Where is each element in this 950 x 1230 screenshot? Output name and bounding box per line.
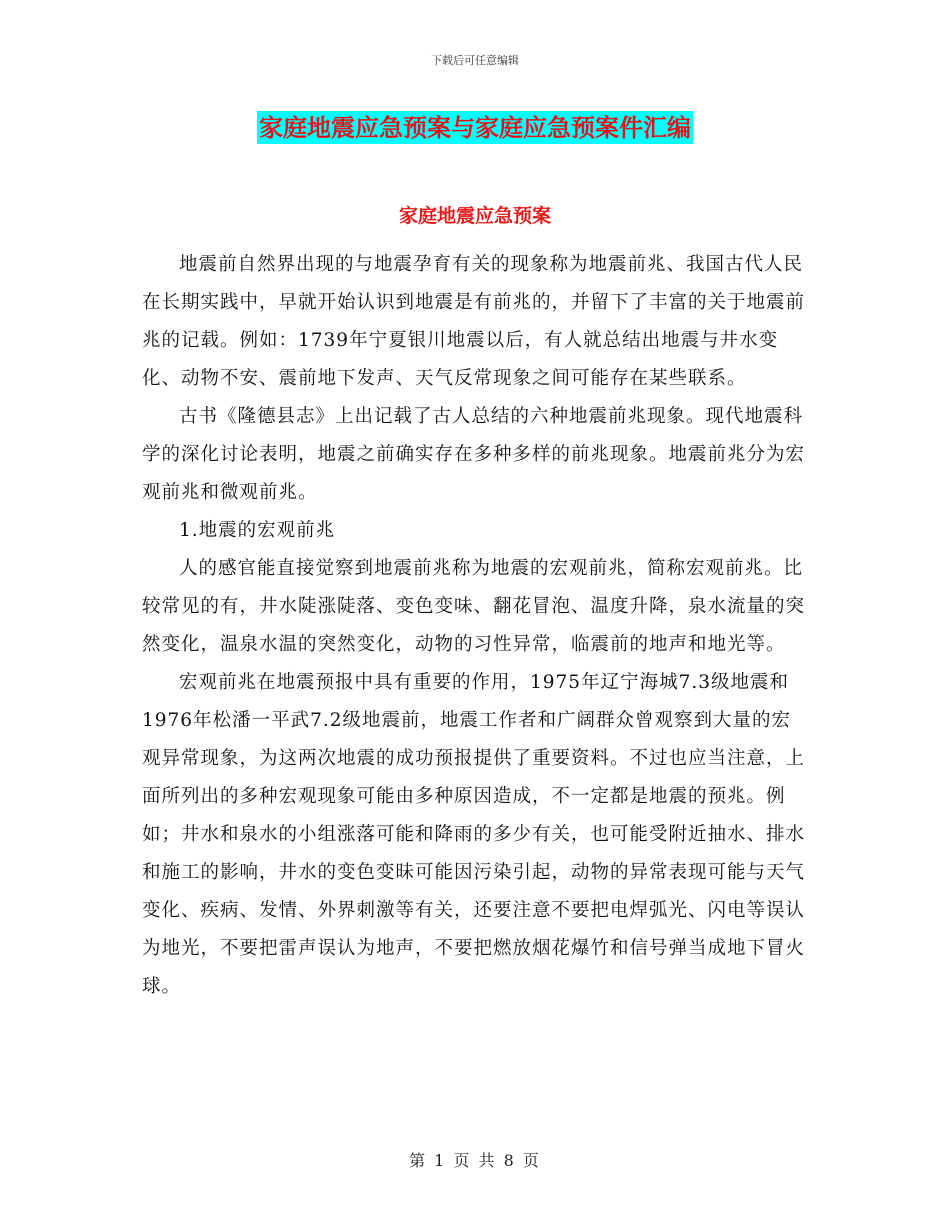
- paragraph: 宏观前兆在地震预报中具有重要的作用，1975年辽宁海城7.3级地震和1976年松潘一平武7.2级地震前，地震工作者和广阔群众曾观察到大量的宏观异常现象，为这两次地震的成功预报提供了重要资料。不过也应当注意，上面所列出的多种宏观现象可能由多种原因造成，不一定都是地震的预兆。例如；井水和泉水的小组涨落可能和降雨的多少有关，也可能受附近抽水、排水和施工的影响，井水的变色变昧可能因污染引起，动物的异常表现可能与天气变化、疾病、发情、外界刺激等有关，还要注意不要把电焊弧光、闪电等误认为地光，不要把雷声误认为地声，不要把燃放烟花爆竹和信号弹当成地下冒火球。: [142, 672, 806, 997]
- paragraph: 人的感官能直接觉察到地震前兆称为地震的宏观前兆，简称宏观前兆。比较常见的有，井水陡涨陡落、变色变味、翻花冒泡、温度升降，泉水流量的突然变化，温泉水温的突然变化，动物的习性异常，临震前的地声和地光等。: [142, 558, 806, 655]
- section-title: 家庭地震应急预案: [398, 205, 551, 227]
- document-title: [0, 108, 950, 148]
- subheading: 1.地震的宏观前兆: [179, 520, 336, 541]
- document-body: [142, 246, 806, 1006]
- header-note: 下载后可任意编辑: [431, 54, 519, 67]
- page-number: 第 1 页 共 8 页: [409, 1151, 541, 1170]
- paragraph: 古书《隆德县志》上出记载了古人总结的六种地震前兆现象。现代地震科学的深化讨论表明，地震之前确实存在多种多样的前兆现象。地震前兆分为宏观前兆和微观前兆。: [142, 406, 806, 503]
- paragraph: 地震前自然界出现的与地震孕育有关的现象称为地震前兆、我国古代人民在长期实践中，早就开始认识到地震是有前兆的，并留下了丰富的关于地震前兆的记载。例如：1739年宁夏银川地震以后，有人就总结出地震与井水变化、动物不安、震前地下发声、天气反常现象之间可能存在某些联系。: [142, 254, 806, 389]
- document-title-text: 家庭地震应急预案与家庭应急预案件汇编: [259, 113, 691, 142]
